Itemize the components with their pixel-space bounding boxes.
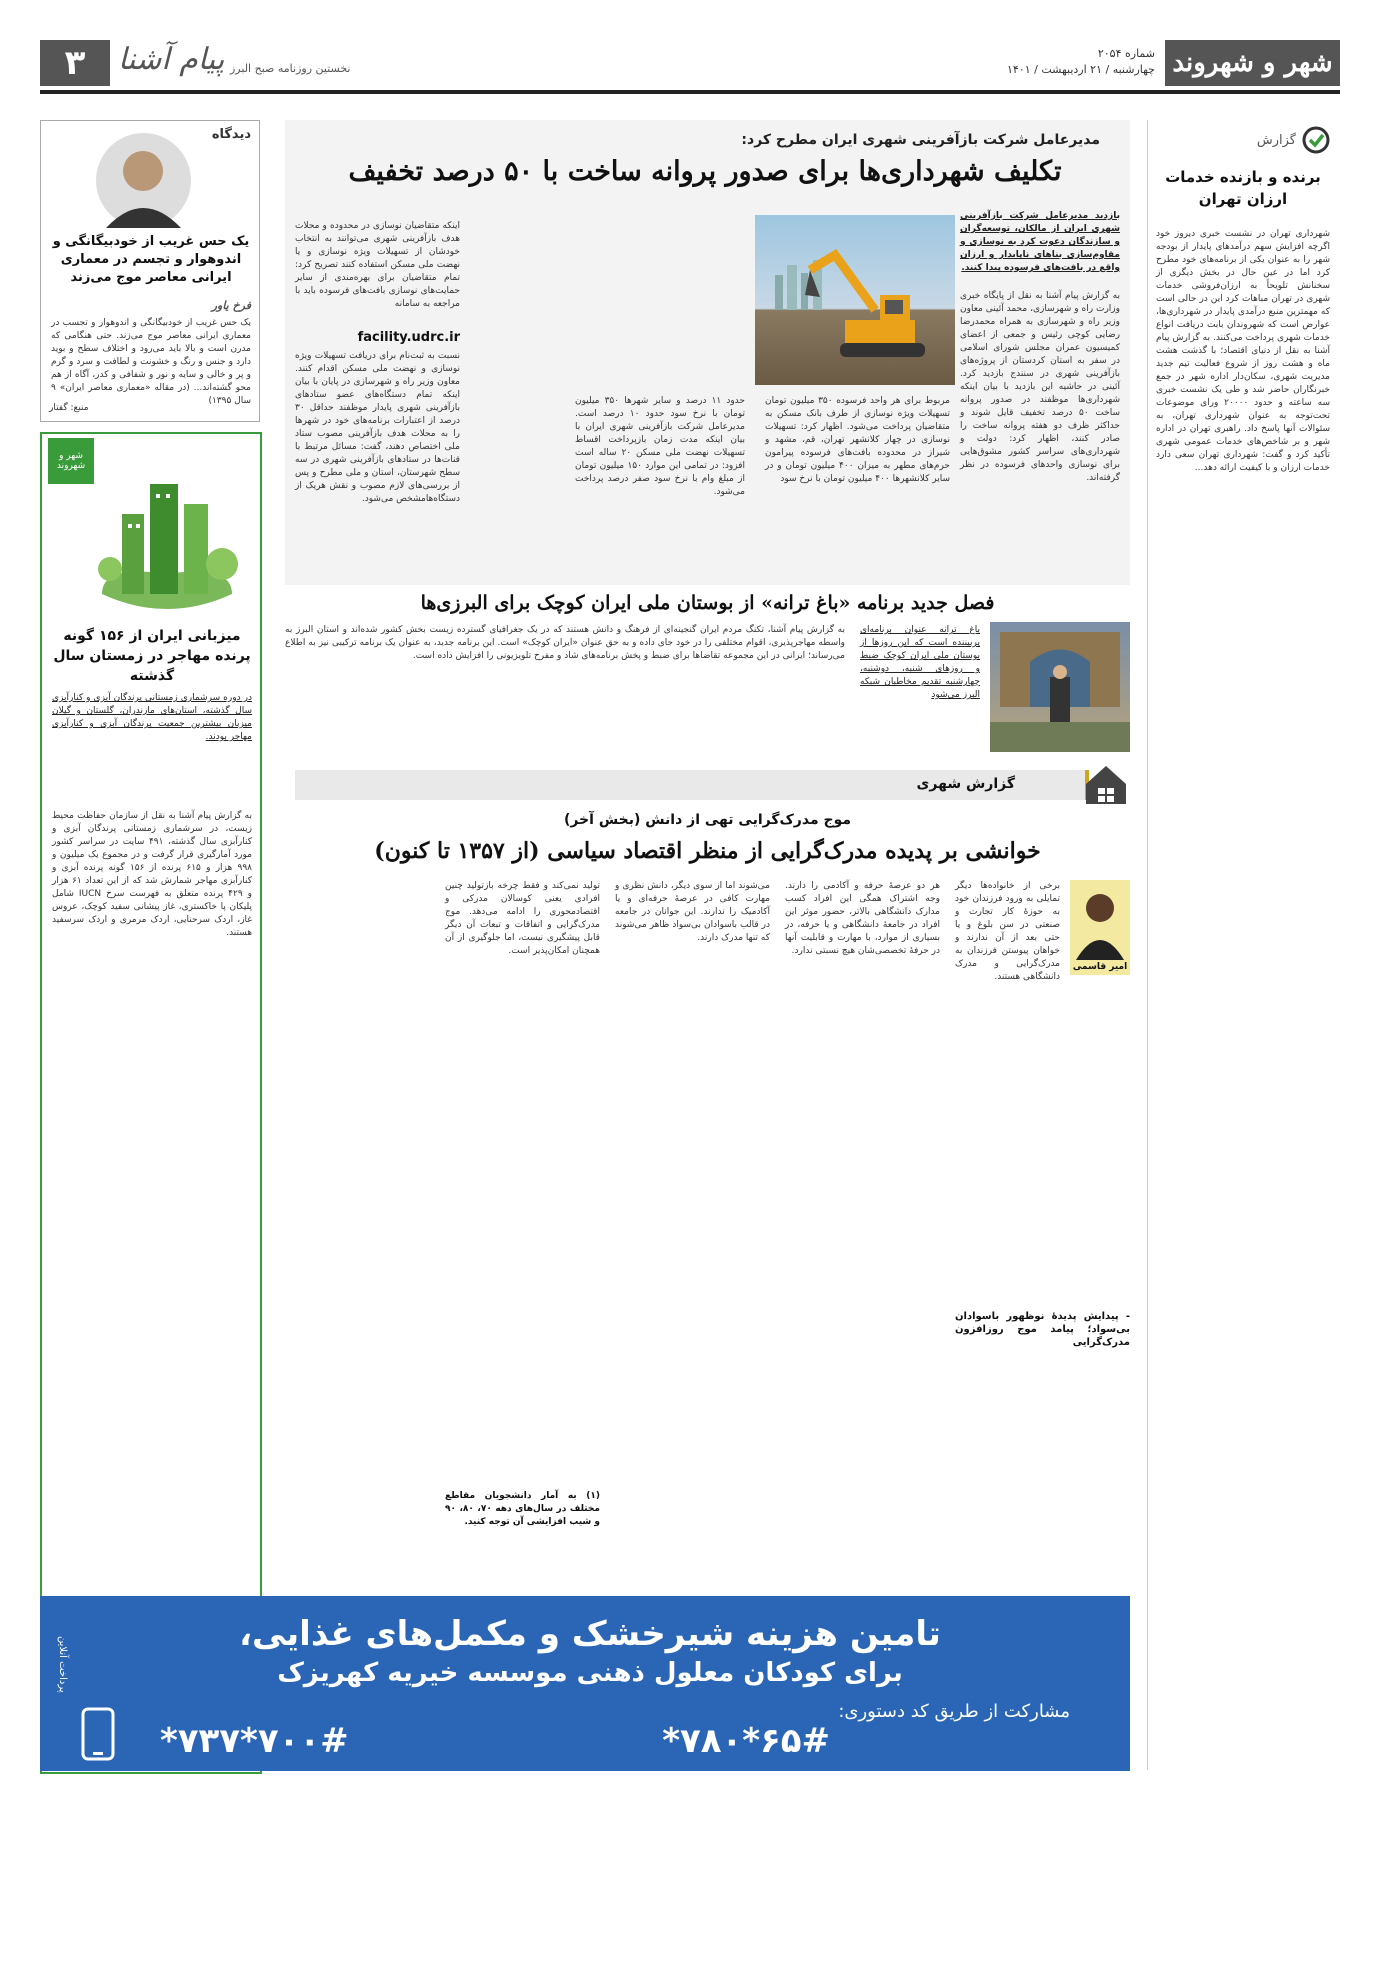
- birds-illustration: [82, 454, 252, 619]
- city-report-banner-text: گزارش شهری: [916, 776, 1015, 792]
- city-subhead: - پیدایش پدیدۀ نوظهور باسوادان بی‌سواد؛ پیامد موج روزافزون مدرک‌گرایی: [955, 1311, 1130, 1348]
- main-title: تکلیف شهرداری‌ها برای صدور پروانه ساخت با ۵۰ درصد تخفیف: [348, 156, 1062, 187]
- opinion-portrait: [96, 133, 191, 228]
- report-kicker: گزارش: [1256, 132, 1296, 148]
- issue-info: [1007, 46, 1155, 78]
- main-kicker: مدیرعامل شرکت بازآفرینی شهری ایران مطرح کرد:: [741, 132, 1100, 148]
- opinion-kicker: دیدگاه: [211, 127, 251, 142]
- report-body: شهرداری تهران در نشست خبری دیروز خود اگرچه افزایش سهم درآمدهای پایدار از بودجه شهر را به عنوان یکی از برنامه‌های خود مطرح کرد اما در عین حال در بخش دیگری از سخنانش تلویحاً به ارزان‌فروشی خدمات شهری در تهران مباهات کرد این در حالی است که مهمترین منبع درآمدی پایدار در شهرداری‌ها، عوارض است که شهروندان بابت دریافت انواع خدمات شهری پرداخت می‌کنند. به گزارش پیام آشنا به نقل از دنیای اقتصاد؛ با گذشت هشت ماه و هشت روز از شروع فعالیت تیم جدید مدیریت شهری، سکان‌دار اداره شهر در جمع خبرنگاران حاضر شد و طی یک نشست خبری سه ساعته و حدود ۲۰۰۰۰ ورای موضوعات تحت‌توجه به عنوان شهرداری تهران، به سئوالات آنها پاسخ داد. راهبری تهران در اداره شهر و بر شاخص‌های خدمات عمومی شهری تأکید کرد و گفت: شهرداری تهران سعی دارد خدمات ارزان و با کیفیت ارائه دهد...: [1156, 229, 1330, 473]
- city-body-3: می‌شوند اما از سوی دیگر، دانش نظری و مهارت کافی در عرصۀ حرفه‌ای و یا آکادمیک را ندارند. این جوانان در جامعه در قالب باسوادان بی‌سواد ظاهر می‌شوند که تنها مدرک دارند.: [615, 881, 770, 943]
- issue-date: چهارشنبه / ۲۱ اردیبهشت / ۱۴۰۱: [1007, 63, 1155, 76]
- opinion-source: منبع: گفتار: [49, 403, 89, 413]
- ad-line1: تامین هزینه شیرخشک و مکمل‌های غذایی،: [239, 1614, 941, 1654]
- festival-article: [285, 592, 1130, 760]
- festival-caption: باغ ترانه عنوان برنامه‌ای پربیننده است که این روزها از بوستان ملی ایران کوچک ضبط و روزهای شنبه، دوشنبه، چهارشنبه تقدیم مخاطبان شبکه البرز می‌شود: [860, 625, 980, 700]
- city-report: [285, 770, 1130, 1590]
- author-photo: [1070, 880, 1130, 975]
- ad-code-1[interactable]: *۷۸۰*۶۵#: [662, 1721, 830, 1761]
- birds-badge: شهر و شهروند: [48, 438, 94, 484]
- tagline: نخستین روزنامه صبح البرز: [230, 62, 351, 75]
- city-body-4: تولید نمی‌کند و فقط چرخه بازتولید چنین افرادی یعنی کوسالان مدرکی و اقتصادمحوری را ادامه می‌دهد. موج مدرک‌گرایی و اتفاقات و تبعات آن دیگر قابل پیشگیری نیست، اما جلوگیری از آن همچنان امکان‌پذیر است.: [445, 881, 600, 956]
- birds-body: به گزارش پیام آشنا به نقل از سازمان حفاظت محیط زیست، در سرشماری زمستانی پرندگان آبزی و کنارآبزی سال گذشته، ۴۹۱ سایت در سراسر کشور مورد آمارگیری قرار گرفت و در مجموع یک میلیون و ۹۹۸ هزار و ۶۱۵ پرنده از ۱۵۶ گونه پرنده آبزی و کنارآبزی مهاجر شمارش شد که از این تعداد ۶۱ هزار و ۴۲۹ پرنده متعلق به فهرست سرخ IUCN شامل پلیکان پا خاکستری، غاز پیشانی سفید کوچک، عروس غاز، اردک سرحنایی، اردک مرمری و اردک سرسفید هستند.: [52, 811, 252, 938]
- page-number: ۳: [40, 40, 110, 86]
- birds-box: [40, 432, 262, 1774]
- ad-line3: مشارکت از طریق کد دستوری:: [838, 1701, 1070, 1722]
- report-title: برنده و بازنده خدمات ارزان تهران: [1165, 168, 1321, 208]
- page-header: [40, 40, 1340, 94]
- excavator-photo: [755, 215, 955, 385]
- main-body-col4: اینکه متقاضیان نوسازی در محدوده و محلات هدف بازآفرینی شهری می‌توانند به انتخاب خودشان از تسهیلات ویژه نوسازی و یا نهضت ملی مسکن استفاده کنند تصریح کرد: تمام متقاضیان برای بهره‌مندی از سایر حمایت‌های نوسازی بافت‌های فرسوده باید با مراجعه به سامانه: [295, 221, 460, 309]
- garden-illustration: [990, 622, 1130, 752]
- main-body-col2: مربوط برای هر واحد فرسوده ۳۵۰ میلیون تومان تسهیلات ویژه نوسازی از طرف بانک مسکن به متقاضیان پرداخت می‌شود. اظهار کرد: تسهیلات نوسازی در چهار کلانشهر تهران، قم، مشهد و شیراز در محدوده بافت‌های فرسوده پیرامون حرم‌های مطهر به میزان ۴۰۰ میلیون تومان و در سایر کلانشهرها ۴۰۰ میلیون تومان با نرخ سود: [765, 396, 950, 484]
- main-body-col4b: نسبت به ثبت‌نام برای دریافت تسهیلات ویژه نوسازی و نهضت ملی مسکن اقدام کنند. معاون وزیر راه و شهرسازی در پایان با بیان اینکه تمام دستگاه‌های عضو ستادهای بازآفرینی شهری پایدار موظفند حداقل ۳۰ درصد از اعتبارات برنامه‌های خود در شهرها را به محلات هدف بازآفرینی مصوب ستاد ملی اختصاص دهند، گفت: مسائل مرتبط با قنات‌ها در ستادهای بازآفرینی شهری در سه سطح شهرستان، استان و ملی مطرح و پس از بررسی‌های لازم مصوب و نقش هریک از دستگاه‌هامشخص می‌شود.: [295, 351, 460, 504]
- opinion-body: یک حس غریب از خودبیگانگی و اندوهوار و تجسب در معماری ایرانی معاصر موج می‌زند. حتی هنگامی که مدرن است و بالا باید می‌رود و اختلاف سطح و بوید دارد و جنس و رنگ و خشونت و لطافت و سرد و گرم و پر و خالی و سایه و نور و شفافی و کدر، آگاه از هم محو گشته‌اند... (در مقاله «معماری معاصر ایران» ۹ سال ۱۳۹۵): [51, 318, 251, 406]
- opinion-author: فرخ یاور: [211, 299, 251, 312]
- facility-link[interactable]: facility.udrc.ir: [357, 330, 460, 345]
- opinion-title: یک حس غریب از خودبیگانگی و اندوهوار و تجسم در معماری ایرانی معاصر موج می‌زند: [52, 234, 250, 285]
- check-icon: [1302, 126, 1330, 154]
- main-body-col1: به گزارش پیام آشنا به نقل از پایگاه خبری وزارت راه و شهرسازی، محمد آئینی معاون وزیر راه و شهرسازی به همراه محمدرضا رضایی کوچی رئیس و جمعی از اعضای کمیسیون عمران مجلس شورای اسلامی در سفر به استان کردستان از پروژه‌های بازآفرینی شهری در سنندج بازدید کرد. آئینی در حاشیه این بازدید با بیان اینکه شهرداری‌ها موظفند در صدور پروانه ساخت ۵۰ درصد تخفیف قایل شوند و حداکثر ظرف دو هفته پروانه ساخت را صادر کنند، اظهار کرد: دولت و شهرداری‌های سراسر کشور مشوق‌هایی برای نوسازی واحدهای فرسوده در نظر گرفته‌اند.: [960, 291, 1121, 483]
- charity-ad: [40, 1596, 1130, 1771]
- city-title: خوانشی بر پدیده مدرک‌گرایی از منظر اقتصاد سیاسی (از ۱۳۵۷ تا کنون): [374, 838, 1041, 864]
- city-footnote: (۱) به آمار دانشجویان مقاطع مختلف در سال‌های دهه ۷۰، ۸۰، ۹۰ و شیب افزایشی آن توجه کنید.: [445, 1491, 600, 1527]
- birds-lead: در دوره سرشماری زمستانی پرندگان آبزی و کنارآبزی سال گذشته، استان‌های مازندران، گلستان و گیلان میزبان بیشترین جمعیت پرندگان آبزی و کنارآبزی مهاجر بودند.: [52, 693, 252, 742]
- city-body-1: برخی از خانواده‌ها دیگر تمایلی به ورود فرزندان خود به حوزۀ کار تجارت و صنعتی در سن بلوغ و یا حتی بعد از آن ندارند و خواهان پیوستن فرزندان به مدرک‌گرایی و مدرک دانشگاهی هستند.: [955, 881, 1060, 982]
- festival-photo: [990, 622, 1130, 752]
- green-city-icon: [82, 454, 252, 619]
- section-title: شهر و شهروند: [1165, 40, 1340, 86]
- festival-title: فصل جدید برنامه «باغ ترانه» از بوستان ملی ایران کوچک برای البرزی‌ها: [420, 592, 995, 614]
- report-kicker-box: [1257, 126, 1330, 154]
- opinion-box: [40, 120, 260, 422]
- report-column: [1147, 120, 1338, 1770]
- author-name: امیر قاسمی: [1072, 962, 1128, 972]
- house-icon: [1082, 762, 1130, 806]
- birds-title: میزبانی ایران از ۱۵۶ گونه پرنده مهاجر در زمستان سال گذشته: [53, 628, 251, 684]
- phone-icon: [80, 1706, 116, 1762]
- excavator-illustration: [755, 215, 955, 385]
- ad-code-2[interactable]: *۷۳۷*۷۰۰#: [160, 1721, 349, 1761]
- newspaper-logo: پیام آشنا: [118, 42, 225, 77]
- issue-number: شماره ۲۰۵۴: [1097, 47, 1155, 60]
- festival-body: به گزارش پیام آشنا، تکنگ مردم ایران گنجینه‌ای از فرهنگ و دانش هستند که در یک جغرافیای گسترده زیست بخش کشور شده‌اند و استان البرز به واسطه مهاجرپذیری، اقوام مختلفی را در خود جای داده و به حق عنوان «ایران کوچک» است. این برنامه جدید، به عنوان یک برنامه ترکیبی نیز به اطلاع می‌رساند؛ ایرانی در این مجموعه تقاضاها برای ضبط و پخش برنامه‌های شاد و مفرح تلویزیونی را افزایش داده است.: [285, 625, 845, 661]
- ad-side-label: پرداخت آنلاین: [57, 1636, 68, 1693]
- main-article: [285, 120, 1130, 585]
- city-report-banner: [295, 770, 1089, 800]
- city-kicker: موج مدرک‌گرایی تهی از دانش (بخش آخر): [563, 812, 852, 828]
- author-portrait: [1070, 880, 1130, 960]
- ad-line2: برای کودکان معلول ذهنی موسسه خیریه کهریزک: [277, 1658, 903, 1688]
- city-body-2: هر دو عرصۀ حرفه و آکادمی را دارند. وجه اشتراک همگی این افراد کسب مدارک دانشگاهی بالاتر، حضور موثر این افراد در جامعۀ دانشگاهی و یا حرفه، در بسیاری از موارد، با مهارت و قابلیت آنها در حرفۀ تخصصی‌شان هیچ نسبتی ندارد.: [785, 881, 940, 956]
- opinion-photo: [96, 133, 191, 228]
- main-body-col3: حدود ۱۱ درصد و سایر شهرها ۳۵۰ میلیون تومان با نرخ سود حدود ۱۰ درصد است. مدیرعامل شرکت بازآفرینی شهری ایران با بیان اینکه مدت زمان بازپرداخت اقساط تسهیلات نهضت ملی مسکن ۲۰ ساله است افزود: در تمامی این موارد ۱۵۰ میلیون تومان از مبلغ وام با نرخ سود صفر درصد پرداخت می‌شود.: [575, 396, 746, 497]
- main-lead: بازدید مدیرعامل شرکت بازآفرینی شهری ایران از مالکان، توسعه‌گران و سازندگان دعوت کرد به نوسازی و مقاوم‌سازی بناهای ناپایدار و ارزان واقع در بافت‌های فرسوده پیدا کنند.: [960, 211, 1120, 273]
